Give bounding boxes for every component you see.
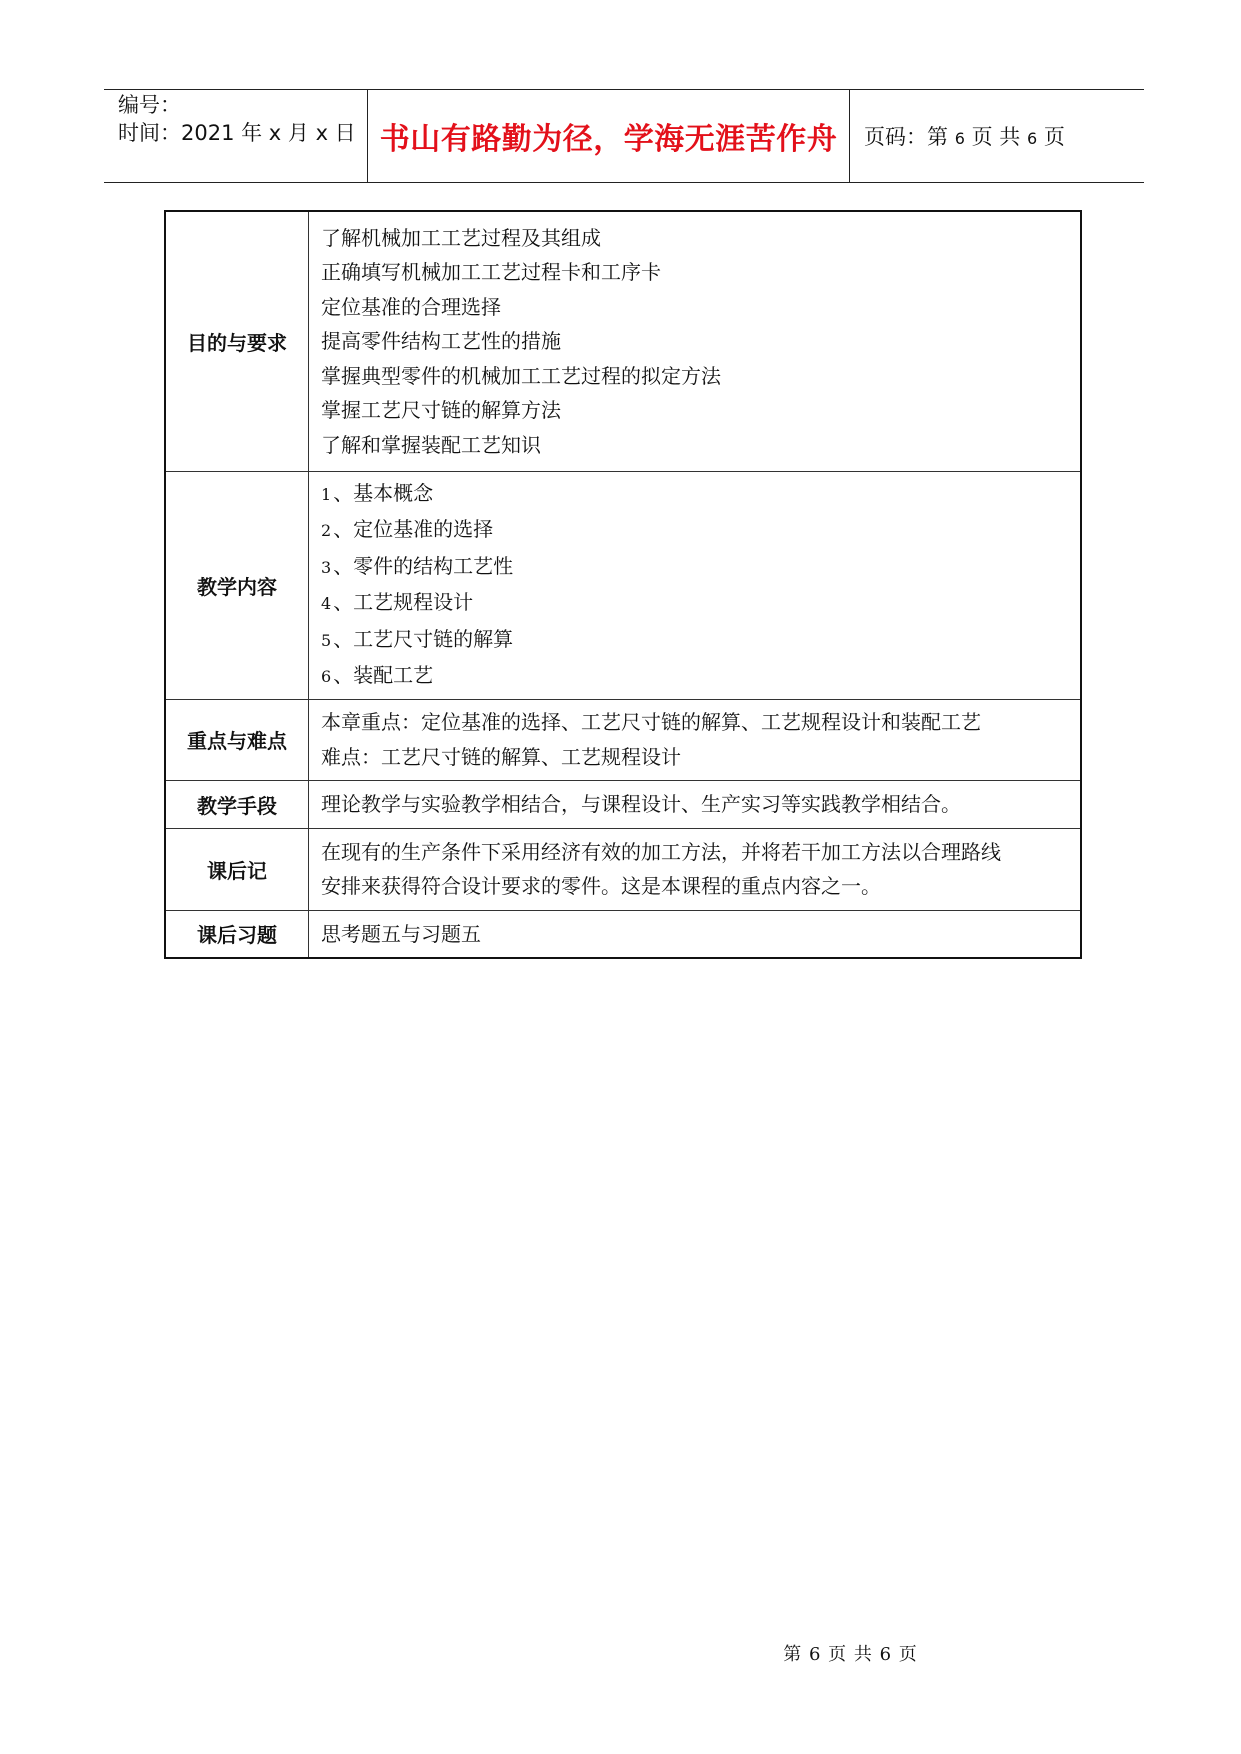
header-info-cell (104, 90, 368, 182)
item-text: 、工艺规程设计 (333, 590, 474, 614)
row-label: 教学手段 (165, 780, 309, 828)
content-line: 了解机械加工工艺过程及其组成 (321, 225, 601, 250)
table-row-objectives (165, 211, 1081, 471)
item-number: 3 (321, 557, 332, 577)
document-number-label: 编号： (118, 93, 181, 117)
content-item (321, 658, 1070, 695)
table-row-key-points (165, 699, 1081, 780)
content-line: 定位基准的合理选择 (321, 294, 501, 319)
item-text: 、基本概念 (333, 480, 434, 505)
footer-page-number: 第 6 页 共 6 页 (783, 1644, 918, 1665)
item-number: 1 (321, 484, 332, 504)
table-row-content (165, 471, 1081, 699)
page-prefix: 页码：第 (864, 125, 948, 149)
row-label: 教学内容 (165, 471, 309, 699)
item-text: 、工艺尺寸链的解算 (333, 626, 514, 651)
content-line: 安排来获得符合设计要求的零件。这是本课程的重点内容之一。 (321, 874, 881, 898)
table-row-notes (165, 828, 1081, 910)
content-line: 掌握典型零件的机械加工工艺过程的拟定方法 (321, 363, 721, 388)
row-content (309, 910, 1082, 958)
row-label: 目的与要求 (165, 211, 309, 471)
row-content (309, 780, 1082, 828)
content-line: 提高零件结构工艺性的措施 (321, 329, 561, 353)
page-footer (0, 1640, 1241, 1666)
header-page-cell (850, 90, 1144, 182)
page-header (104, 89, 1144, 183)
item-number: 6 (321, 667, 332, 686)
content-item (321, 622, 1070, 659)
page-suffix: 页 (1043, 125, 1065, 149)
header-page-code (850, 121, 1065, 151)
content-line: 掌握工艺尺寸链的解算方法 (321, 398, 561, 422)
row-content (309, 211, 1082, 471)
page-mid: 页 共 (971, 125, 1021, 149)
row-content (309, 471, 1082, 699)
row-content (309, 699, 1082, 780)
content-line: 在现有的生产条件下采用经济有效的加工方法，并将若干加工方法以合理路线 (321, 839, 1001, 864)
content-line: 理论教学与实验教学相结合，与课程设计、生产实习等实践教学相结合。 (321, 791, 961, 816)
table-row-exercises (165, 910, 1081, 958)
content-line: 正确填写机械加工工艺过程卡和工序卡 (321, 260, 661, 284)
content-line: 思考题五与习题五 (321, 921, 481, 946)
content-line: 本章重点：定位基准的选择、工艺尺寸链的解算、工艺规程设计和装配工艺 (321, 710, 981, 734)
header-motto-cell (368, 90, 850, 182)
content-item (321, 585, 1070, 622)
item-text: 、定位基准的选择 (333, 517, 494, 541)
item-text: 、零件的结构工艺性 (333, 553, 514, 578)
row-label: 课后记 (165, 828, 309, 910)
item-number: 5 (321, 630, 332, 650)
item-number: 2 (321, 521, 332, 540)
header-motto: 书山有路勤为径，学海无涯苦作舟 (379, 122, 838, 157)
content-item (321, 476, 1070, 513)
item-text: 、装配工艺 (333, 663, 434, 687)
row-label: 重点与难点 (165, 699, 309, 780)
row-label: 课后习题 (165, 910, 309, 958)
page-total: 6 (1026, 129, 1038, 148)
row-content (309, 828, 1082, 910)
table-row-methods (165, 780, 1081, 828)
content-item (321, 512, 1070, 549)
content-item (321, 549, 1070, 586)
item-number: 4 (321, 594, 332, 613)
content-line: 了解和掌握装配工艺知识 (321, 432, 541, 457)
syllabus-table (164, 210, 1082, 959)
page-current: 6 (954, 129, 965, 148)
document-time-label: 时间：2021 年 x 月 x 日 (118, 121, 356, 145)
content-line: 难点：工艺尺寸链的解算、工艺规程设计 (321, 744, 681, 769)
